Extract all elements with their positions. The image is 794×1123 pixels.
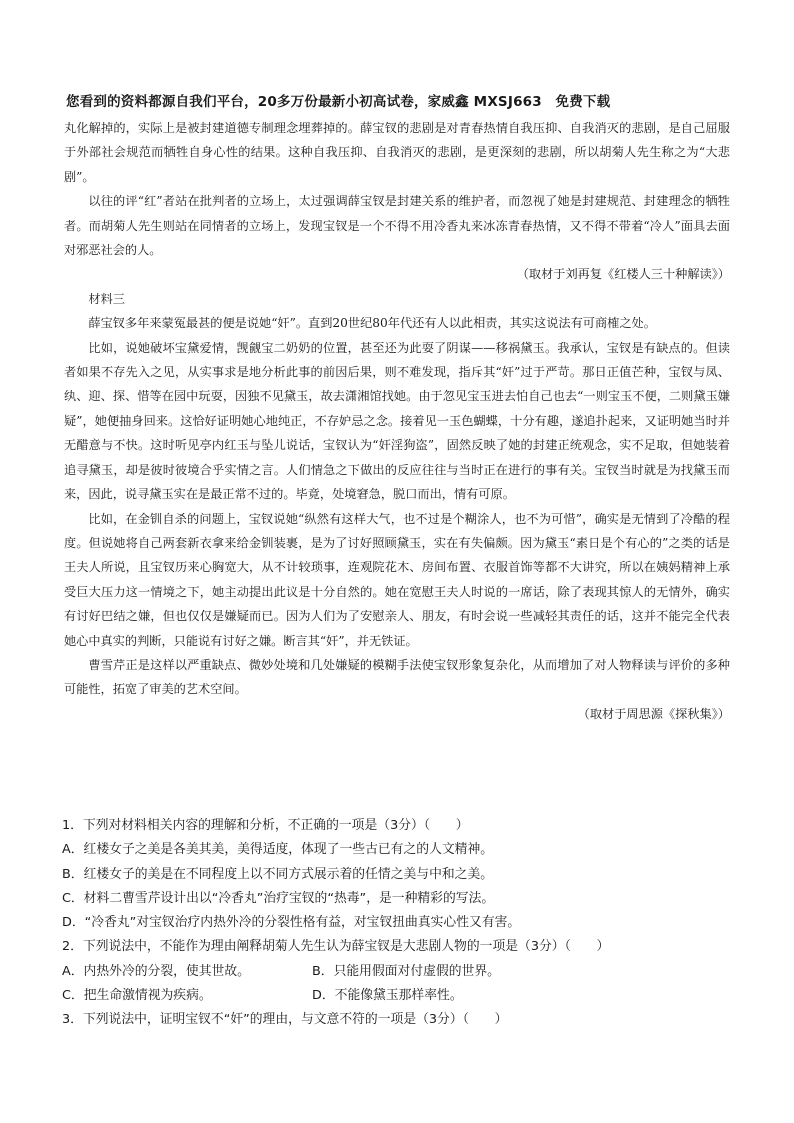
question-3: 3．下列说法中，证明宝钗不“奸”的理由，与文意不符的一项是（3分）（ ） [62, 1012, 508, 1028]
paragraph: 丸化解掉的，实际上是被封建道德专制理念埋葬掉的。薛宝钗的悲剧是对青春热情自我压抑、自我消灭的悲剧，是自己屈服于外部社会规范而牺牲自身心性的结果。这种自我压抑、自我消灭的悲剧，是更深刻的悲剧，所以胡菊人先生称之为“大悲剧”。 [64, 121, 730, 184]
option-b: B．只能用假面对付虚假的世界。 [312, 963, 500, 979]
option-d: D．“冷香丸”对宝钗治疗内热外冷的分裂性格有益，对宝钗扭曲真实心性又有害。 [62, 915, 521, 931]
question-1: 1．下列对材料相关内容的理解和分析，不正确的一项是（3分）（ ） [62, 818, 469, 833]
paragraph: 比如，在金钏自杀的问题上，宝钗说她“纵然有这样大气，也不过是个糊涂人，也不为可惜”，确实是无情到了冷酷的程度。但说她将自己两套新衣拿来给金钏装裹，是为了讨好照顾黛玉，实在有失偏颇。因为黛玉“素日是个有心的”之类的话是王夫人所说，且宝钗历来心胸宽大，从不计较琐事，连观院花木、房间布置、衣服首饰等都不大讲究，所以在姨妈精神上承受巨大压力这一情境之下，她主动提出此议是十分自然的。她在宽慰王夫人时说的一席话，除了表现其惊人的无情外，确实有讨好巴结之嫌，但也仅仅是嫌疑而已。因为人们为了安慰亲人、朋友，有时会说一些减轻其责任的话，这并不能完全代表她心中真实的判断，只能说有讨好之嫌。断言其“奸”，并无铁证。 [64, 511, 730, 648]
material-label: 材料三 [88, 291, 125, 306]
paragraph: 曹雪芹正是这样以严重缺点、微妙处境和几处嫌疑的模糊手法使宝钗形象复杂化，从而增加了对人物释读与评价的多种可能性，拓宽了审美的艺术空间。 [64, 657, 730, 697]
source-citation: （取材于周思源《探秋集》） [577, 706, 730, 721]
options-row [62, 960, 742, 984]
option-b: B．红楼女子的美是在不同程度上以不同方式展示着的任情之美与中和之美。 [62, 866, 494, 882]
option-d: D．不能像黛玉那样率性。 [312, 988, 463, 1004]
paragraph: 薛宝钗多年来蒙冤最甚的便是说她“奸”。直到20世纪80年代还有人以此相责，其实这说法有可商榷之处。 [88, 316, 656, 331]
watermark-header: 您看到的资料都源自我们平台，20多万份最新小初高试卷，家威鑫 MXSJ663 免费下载 [66, 94, 611, 110]
question-2: 2．下列说法中，不能作为理由阐释胡菊人先生认为薛宝钗是大悲剧人物的一项是（3分）（ ） [62, 939, 610, 955]
paragraph: 以往的评“红”者站在批判者的立场上，太过强调薛宝钗是封建关系的维护者，而忽视了她是封建规范、封建理念的牺牲者。而胡菊人先生则站在同情者的立场上，发现宝钗是一个不得不用冷香丸来冰冻青春热情，又不得不带着“冷人”面具去面对邪恶社会的人。 [64, 194, 730, 258]
option-c: C．材料二曹雪芹设计出以“冷香丸”治疗宝钗的“热毒”，是一种精彩的写法。 [62, 890, 495, 906]
reading-passage [64, 116, 730, 726]
option-a: A．内热外冷的分裂，使其世故。 [62, 963, 250, 979]
question-section [62, 814, 742, 1033]
options-row [62, 984, 742, 1008]
option-a: A．红楼女子之美是各美其美，美得适度，体现了一些古已有之的人文精神。 [62, 842, 494, 858]
paragraph: 比如，说她破坏宝黛爱情，觊觎宝二奶奶的位置，甚至还为此耍了阴谋——移祸黛玉。我承认，宝钗是有缺点的。但读者如果不存先入之见，从实事求是地分析此事的前因后果，则不难发现，指斥其“奸”过于严苛。那日正值芒种，宝钗与凤、纨、迎、探、惜等在园中玩耍，因独不见黛玉，故去潇湘馆找她。由于忽见宝玉进去怕自己也去“一则宝玉不便，二则黛玉嫌疑”，她便抽身回来。这恰好证明她心地纯正，不存妒忌之念。接着见一玉色蝴蝶，十分有趣，遂追扑起来，又证明她当时并无醋意与不快。这时听见亭内红玉与坠儿说话，宝钗认为“奸淫狗盗”，固然反映了她的封建正统观念，实不足取，但她装着追寻黛玉，却是彼时彼境合乎实情之言。人们情急之下做出的反应往往与当时正在进行的事有关。宝钗当时就是为找黛玉而来，因此，说寻黛玉实在是最正常不过的。毕竟，处境窘急，脱口而出，情有可原。 [64, 340, 730, 502]
source-citation: （取材于刘再复《红楼人三十种解读》） [516, 267, 730, 282]
option-c: C．把生命激情视为疾病。 [62, 988, 212, 1004]
